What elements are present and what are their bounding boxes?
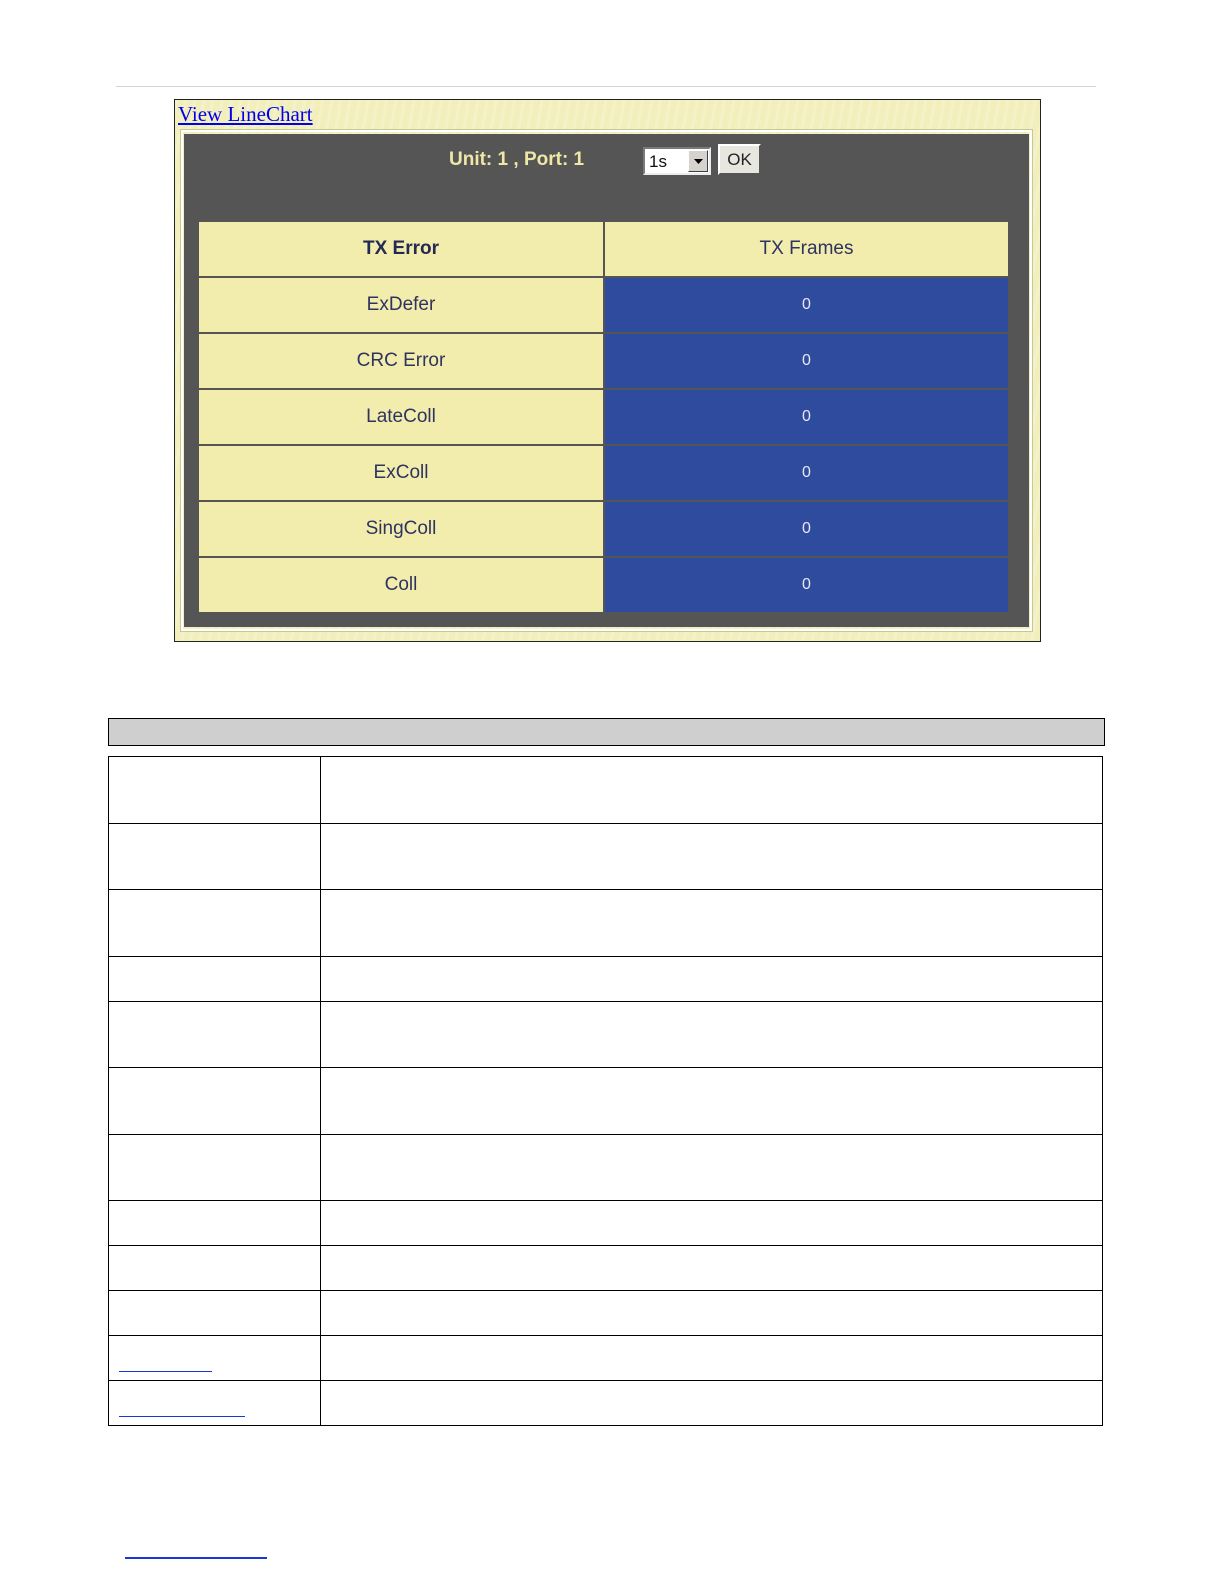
row-value: 0 [604,389,1009,445]
row-label: CRC Error [198,333,604,389]
view-linechart-link[interactable]: View LineChart [178,102,313,126]
ok-button[interactable]: OK [718,144,761,175]
table-row [109,823,1103,890]
description-cell [321,956,1103,1001]
table-row [109,1068,1103,1135]
description-cell [321,757,1103,824]
description-cell [321,890,1103,957]
parameter-cell [109,1201,321,1246]
chevron-down-icon[interactable] [688,150,708,172]
table-row [198,501,1009,557]
parameter-cell [109,823,321,890]
row-label: ExDefer [198,277,604,333]
parameter-cell [109,956,321,1001]
table-row [109,1291,1103,1336]
description-table-header [108,718,1105,746]
stats-panel [184,134,1029,627]
table-row [109,1134,1103,1201]
table-row [109,956,1103,1001]
table-row [198,445,1009,501]
row-value: 0 [604,333,1009,389]
tx-error-panel [174,99,1041,642]
description-cell [321,1291,1103,1336]
description-cell [321,1336,1103,1381]
column-header-tx-frames: TX Frames [604,221,1009,277]
row-label: SingColl [198,501,604,557]
parameter-cell [109,1068,321,1135]
table-row [198,277,1009,333]
interval-select-value: 1s [649,152,667,171]
parameter-cell [109,1336,321,1381]
footer-link[interactable] [125,1557,267,1559]
row-value: 0 [604,445,1009,501]
table-row [109,1336,1103,1381]
row-value: 0 [604,501,1009,557]
tx-error-table [197,220,1010,614]
parameter-link[interactable] [119,1416,245,1417]
parameter-cell [109,1291,321,1336]
parameter-cell [109,890,321,957]
table-header-row [198,221,1009,277]
row-label: ExColl [198,445,604,501]
description-cell [321,1001,1103,1068]
parameter-cell [109,1134,321,1201]
table-row [109,757,1103,824]
parameter-cell [109,1246,321,1291]
top-divider [116,86,1096,87]
row-value: 0 [604,557,1009,613]
row-label: LateColl [198,389,604,445]
table-row [198,389,1009,445]
parameter-cell [109,757,321,824]
table-row [109,890,1103,957]
unit-port-title: Unit: 1 , Port: 1 [449,149,585,170]
table-row [198,333,1009,389]
description-cell [321,1381,1103,1426]
parameter-link[interactable] [119,1371,212,1372]
row-label: Coll [198,557,604,613]
parameter-cell [109,1381,321,1426]
table-row [109,1001,1103,1068]
description-cell [321,1201,1103,1246]
description-table [108,756,1103,1426]
description-cell [321,823,1103,890]
description-cell [321,1134,1103,1201]
table-row [109,1201,1103,1246]
interval-select[interactable] [643,147,711,175]
parameter-cell [109,1001,321,1068]
table-row [198,557,1009,613]
description-cell [321,1246,1103,1291]
table-row [109,1381,1103,1426]
table-row [109,1246,1103,1291]
column-header-tx-error: TX Error [198,221,604,277]
row-value: 0 [604,277,1009,333]
description-cell [321,1068,1103,1135]
